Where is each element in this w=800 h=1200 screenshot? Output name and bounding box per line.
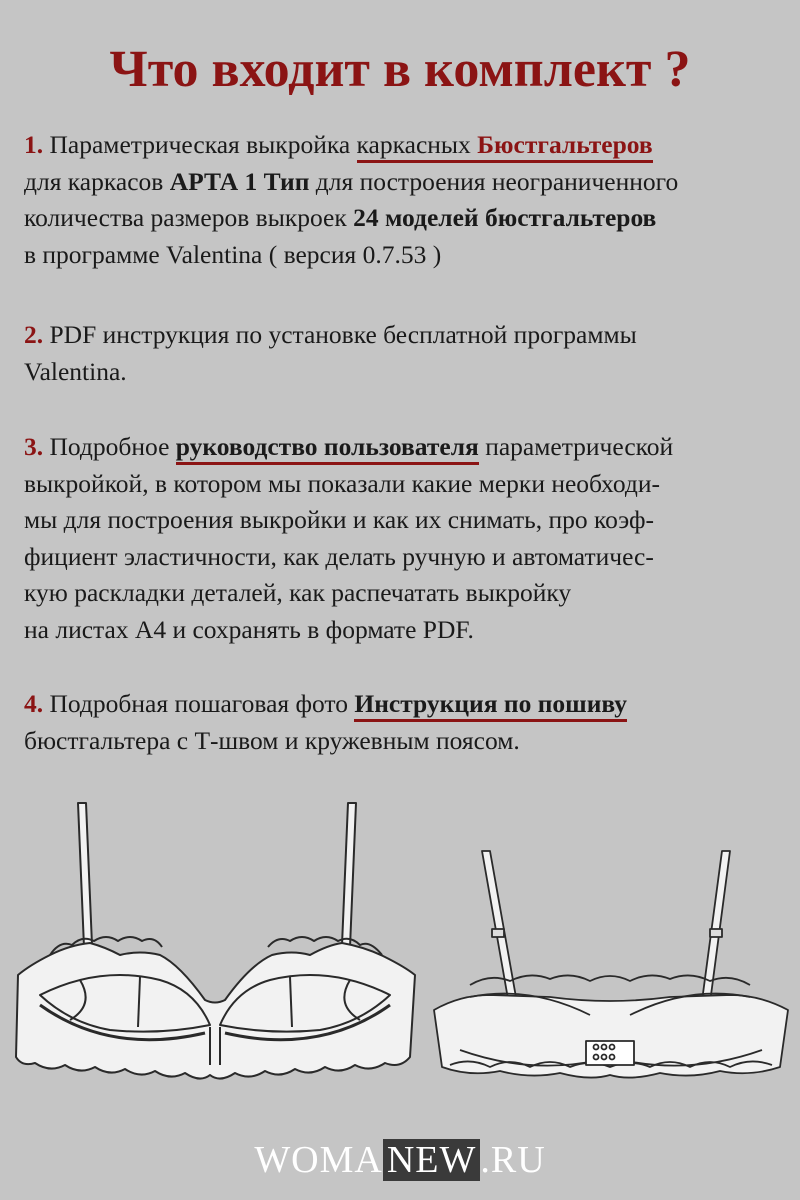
bra-front-illustration xyxy=(10,795,420,1085)
highlighted-word: Бюстгальтеров xyxy=(477,130,653,159)
item-text: кую раскладки деталей, как распечатать выкройку xyxy=(24,578,572,607)
bra-back-illustration xyxy=(430,845,792,1085)
underlined-bold-text: руководство пользователя xyxy=(176,432,479,465)
list-item-3 xyxy=(24,429,794,648)
list-item-4 xyxy=(24,686,794,759)
item-number: 4. xyxy=(24,689,44,718)
item-text: для построения неограниченного xyxy=(309,166,679,196)
item-text: Valentina. xyxy=(24,356,127,386)
underlined-text xyxy=(357,130,653,163)
item-text: PDF инструкция по установке бесплатной программы xyxy=(43,320,637,349)
item-text: Подробная пошаговая фото xyxy=(43,689,355,718)
bold-text: АРТА 1 Тип xyxy=(169,166,310,196)
item-text: выкройкой, в котором мы показали какие мерки необходи- xyxy=(24,468,660,498)
item-text: на листах А4 и сохранять в формате PDF. xyxy=(24,614,474,644)
item-text: в программе Valentina ( версия 0.7.53 ) xyxy=(24,239,442,269)
item-text: фициент эластичности, как делать ручную и автоматичес- xyxy=(24,541,654,571)
list-item-2 xyxy=(24,317,794,390)
logo-text: .RU xyxy=(480,1139,546,1181)
item-text: Параметрическая выкройка xyxy=(49,130,357,159)
underlined-bold-text: Инструкция по пошиву xyxy=(354,689,627,722)
page-title: Что входит в комплект ? xyxy=(109,41,691,98)
logo-text: WOMA xyxy=(254,1139,383,1181)
item-number: 1. xyxy=(24,130,44,159)
item-text: бюстгальтера с Т-швом и кружевным поясом. xyxy=(24,725,520,755)
item-text: Подробное xyxy=(43,432,176,461)
item-text: количества размеров выкроек xyxy=(24,203,354,232)
logo-text-boxed: NEW xyxy=(383,1139,481,1181)
item-text: для каркасов xyxy=(24,166,170,196)
item-text: мы для построения выкройки и как их снимать, про коэф- xyxy=(24,505,655,534)
underlined-word: каркасных xyxy=(356,130,478,159)
item-number: 2. xyxy=(24,320,44,349)
site-logo xyxy=(0,1135,800,1185)
list-item-1 xyxy=(24,127,794,273)
item-text: параметрической xyxy=(478,432,674,461)
item-line xyxy=(24,167,678,196)
bold-text: 24 моделей бюстгальтеров xyxy=(353,203,657,232)
item-number: 3. xyxy=(24,432,44,461)
